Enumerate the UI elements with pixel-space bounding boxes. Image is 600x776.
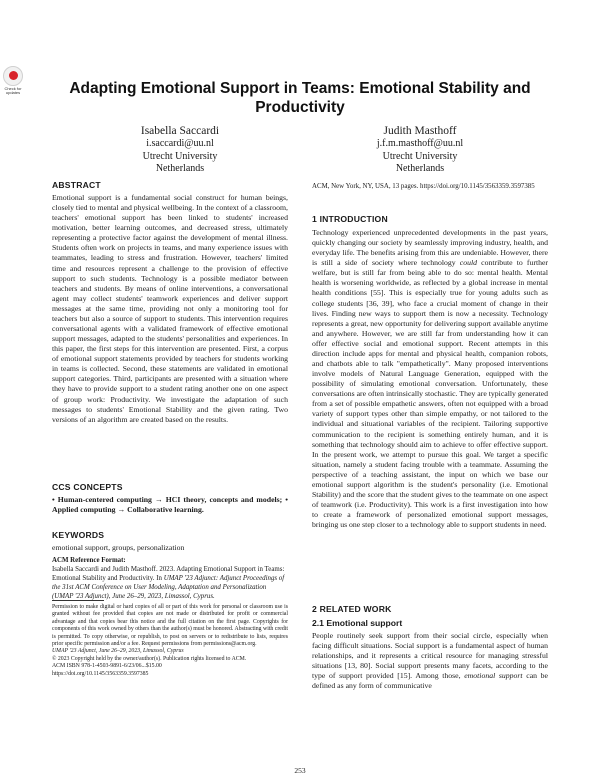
introduction-text-continued: contribute to further welfare, but is still far from being able to do so: mental health. Mental health is worsening worldwide, as reflected by a global increase in mental health conditions [55]. This is especially true for young adults such as college students [36, 39], who face a crucial moment of change in their lives. Finding new ways to support them is now a necessity. Technology represents a great, new opportunity for delivering support available anytime and anywhere. However, we are still far from understanding how it can offer effective social and emotional support. Recent attempts in this direction include apps for mental and physical health, companion robots, and chatbots able to talk "empathetically". Many proposed interventions involve models of Natural Language Generation, equipped with the possibility of simulating emotional conversation. Unfortunately, these conversations are often intrinsically stochastic. They are typically generated from a set of possible empathetic answers, often not equipped with a broad variety of support types other than simple empathy, or not tailored to the individual and situational variables of the recipient. Tailoring supportive communication to the recipient is something entirely human, and it is something that technology should aim to achieve to offer effective support. In the present work, we attempt to pursue this goal. We target a specific situation, namely a student facing trouble with a teammate. Assuming the perspective of a teaching assistant, the input on which we base our emotional support algorithm is the student's personality (i.e. Emotional Stability) and the score that the student gives to the teammate on one aspect of teamwork (i.e. Productivity). This work is a first investigation into how to create a framework of personalized emotional support messages, bringing us one step closer to a technology able to support students in need.	[312, 258, 548, 530]
footnote-rule	[52, 600, 104, 601]
abstract-text: Emotional support is a fundamental social construct for human beings, closely tied to mental and physical wellbeing. In the context of a classroom, teachers' emotional support has been linked to students' increased motivation, better learning outcomes, and decreased stress, ultimately representing a protective factor against the development of mental illness. Students often work on projects in teams, and many experience issues with teammates, leading to stress and frustration. However, teachers' limited time and resources represent a challenge to the provision of effective support to such students. Technology is a possible mediator between teachers and students. By means of online interventions, a conversational agent may collect students' teamwork experiences and deliver support messages at the same time, providing not only a monitoring tool for teachers but also a source of support to students. This intervention requires conversational agents with a validated framework of effective emotional support messages, adapted to the students' personalities and experiences. In this paper, the first steps for this intervention are presented. First, a corpus of emotional support statements provided by teachers for students working in teams is collected. Second, these statements are validated in emotional support categories. Third, participants are presented with a situation where they have to provide support to a student rating another one on one aspect of group work: Productivity. We investigate the adaptation of such messages to students' Emotional Stability and the given rating. Two versions of an algorithm are created based on the results.	[52, 193, 288, 424]
author-email[interactable]: i.saccardi@uu.nl	[146, 138, 214, 149]
related-work-section	[312, 604, 548, 691]
related-work-text: People routinely seek support from their social circle, especially when facing difficult situations. Social support is a fundamental aspect of human relationships, and it represents a critical resource for managing stressful situations [13, 80]. Social support presents many facets, according to the type of support provided [15]. Among those,	[312, 631, 548, 681]
keywords-section	[52, 530, 288, 553]
ccs-text: • Human-centered computing → HCI theory, concepts and models; • Applied computing → Collaborative learning.	[52, 495, 288, 515]
introduction-text: Technology experienced unprecedented developments in the past years, quickly changing our society by seamlessly improving industry, health, and everyday life. The benefits arising from this are undeniable. However, there is still a side of society where technology	[312, 228, 548, 268]
keywords-text: emotional support, groups, personalization	[52, 543, 185, 552]
isbn: ACM ISBN 978-1-4503-9891-6/23/06...$15.00	[52, 663, 162, 670]
keywords-heading: KEYWORDS	[52, 530, 105, 540]
author-block	[80, 124, 280, 176]
author-email[interactable]: j.f.m.masthoff@uu.nl	[376, 138, 464, 149]
copyright: © 2023 Copyright held by the owner/author(s). Publication rights licensed to ACM.	[52, 655, 247, 662]
related-work-emphasis: emotional support	[464, 671, 523, 681]
acm-reference-continued	[312, 183, 548, 192]
check-for-updates-badge[interactable]	[2, 66, 24, 96]
acm-reference-venue: UMAP '23 Adjunct: Adjunct Proceedings of the 31st ACM Conference on User Modeling, Adaptation and Personalization (UMAP '23 Adjunct), June 26–29, 2023, Limassol, Cyprus.	[52, 574, 285, 600]
permission-venue: UMAP '23 Adjunct, June 26–29, 2023, Limassol, Cyprus	[52, 648, 184, 655]
abstract-heading: ABSTRACT	[52, 180, 101, 190]
author-country: Netherlands	[395, 163, 445, 174]
emotional-support-heading: 2.1 Emotional support	[312, 618, 403, 628]
related-work-heading: 2 RELATED WORK	[312, 604, 392, 614]
related-work-text-continued: can be defined as any form of communicative	[312, 671, 548, 691]
acm-reference-plain: Isabella Saccardi and Judith Masthoff. 2023. Adapting Emotional Support in Teams: Emotional Stability and Productivity. In	[52, 565, 285, 582]
paper-title: Adapting Emotional Support in Teams: Emotional Stability and Productivity	[69, 80, 531, 116]
acm-reference	[52, 557, 288, 602]
acm-reference-tail: ACM, New York, NY, USA, 13 pages. https://doi.org/10.1145/3563359.3597385	[312, 183, 535, 190]
abstract-section	[52, 180, 288, 425]
introduction-section	[312, 214, 548, 530]
permission-text: Permission to make digital or hard copies of all or part of this work for personal or classroom use is granted without fee provided that copies are not made or distributed for profit or commercial advantage and that copies bear this notice and the full citation on the first page. Copyrights for components of this work owned by others than the author(s) must be honored. Abstracting with credit is permitted. To copy otherwise, or republish, to post on servers or to redistribute to lists, requires prior specific permission and/or a fee. Request permissions from permissions@acm.org.	[52, 604, 288, 648]
author-name: Isabella Saccardi	[140, 125, 220, 137]
ccs-section	[52, 482, 288, 515]
badge-label: Check for updates	[4, 86, 22, 96]
doi-link[interactable]: https://doi.org/10.1145/3563359.3597385	[52, 670, 149, 677]
introduction-heading: 1 INTRODUCTION	[312, 214, 388, 224]
page-number: 253	[294, 766, 306, 775]
author-country: Netherlands	[155, 163, 205, 174]
acm-reference-heading: ACM Reference Format:	[52, 557, 126, 564]
introduction-emphasis: could	[459, 258, 477, 268]
permission-block	[52, 604, 288, 678]
check-for-updates-icon	[3, 66, 23, 86]
author-name: Judith Masthoff	[383, 125, 457, 137]
author-block	[320, 124, 520, 176]
author-affiliation: Utrecht University	[142, 150, 218, 162]
ccs-heading: CCS CONCEPTS	[52, 482, 123, 492]
author-affiliation: Utrecht University	[382, 150, 458, 162]
